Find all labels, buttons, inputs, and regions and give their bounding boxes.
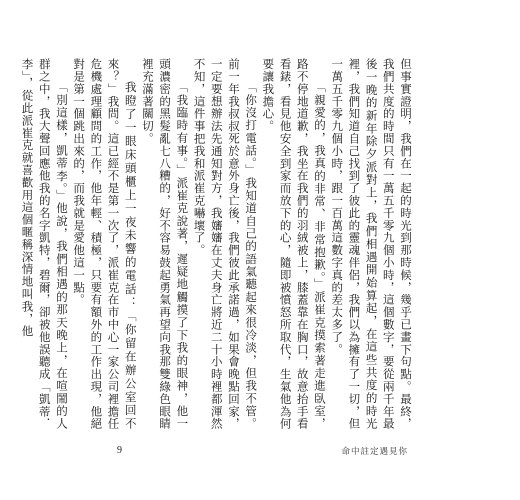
paragraph: 「你沒打電話。」我知道自己的語氣聽起來很冷淡，但我不管。前一年我叔叔死於意外身亡後，我們彼此承諾過，如果會晚點回家，一定要想辦法先通知對方，我嬸嬸在丈夫身亡將近二十小時裡都渾然不知，這件事把我和派崔克嚇壞了。 — [192, 58, 259, 430]
running-title: 命中註定遇見你 — [341, 447, 408, 457]
paragraph: 「別這樣，凱蒂李。」他說，我們相遇的那天晚上，在喧鬧的人群之中，我大聲回應他我的名字凱特，碧爾，卻被他誤聽成「凱蒂．李」，從此派崔克就喜歡用這個暱稱深情地叫我，他 — [20, 58, 69, 430]
paragraph: 「我臨時有事。」派崔克說著，遲疑地觸摸了下我的眼神，他一頭濃密的黑髮亂七八糟的，好不容易鼓起勇氣再望向我那雙綠色眼睛裡充滿著關切。 — [140, 58, 190, 430]
paragraph: 我瞪了一眼床頭櫃上一夜未響的電話：「你留在辦公室回不來？」我問。這已經不是第一次了，派崔克在市中心一家公司裡擔任危機處理顧問的工作，他年輕、積極，只要有額外的工作出現，他絕對是第一個跳出來的，而我就是愛他這一點。 — [72, 58, 138, 430]
paragraph: 但事實證明，我們在一起的時光到那時候，幾乎已畫下句點。最終，我們共度的時間只有一萬五千零九個小時，這個數字，要從兩千年最後一晚的新年除夕派對上，我們相遇開始算起，在這些共度的時光裡，我們知道自己找到了彼此的靈魂伴侶，我們以為擁有了一切，但一萬五千零九個小時，跟一百萬這數字真的差太多了。 — [330, 58, 413, 430]
paragraph: 「親愛的，我真的非常、非常抱歉。」派崔克摸索著走進臥室，路不停地道歉，我坐在我們的羽絨被上，膝蓋靠在胸口，故意抬手看看錶，看見他安全到家而放下的心，隨即被憤怒所取代，生氣他為何要讓我擔心。 — [261, 58, 327, 430]
page-number: 9 — [117, 445, 122, 456]
body-text — [18, 58, 414, 430]
